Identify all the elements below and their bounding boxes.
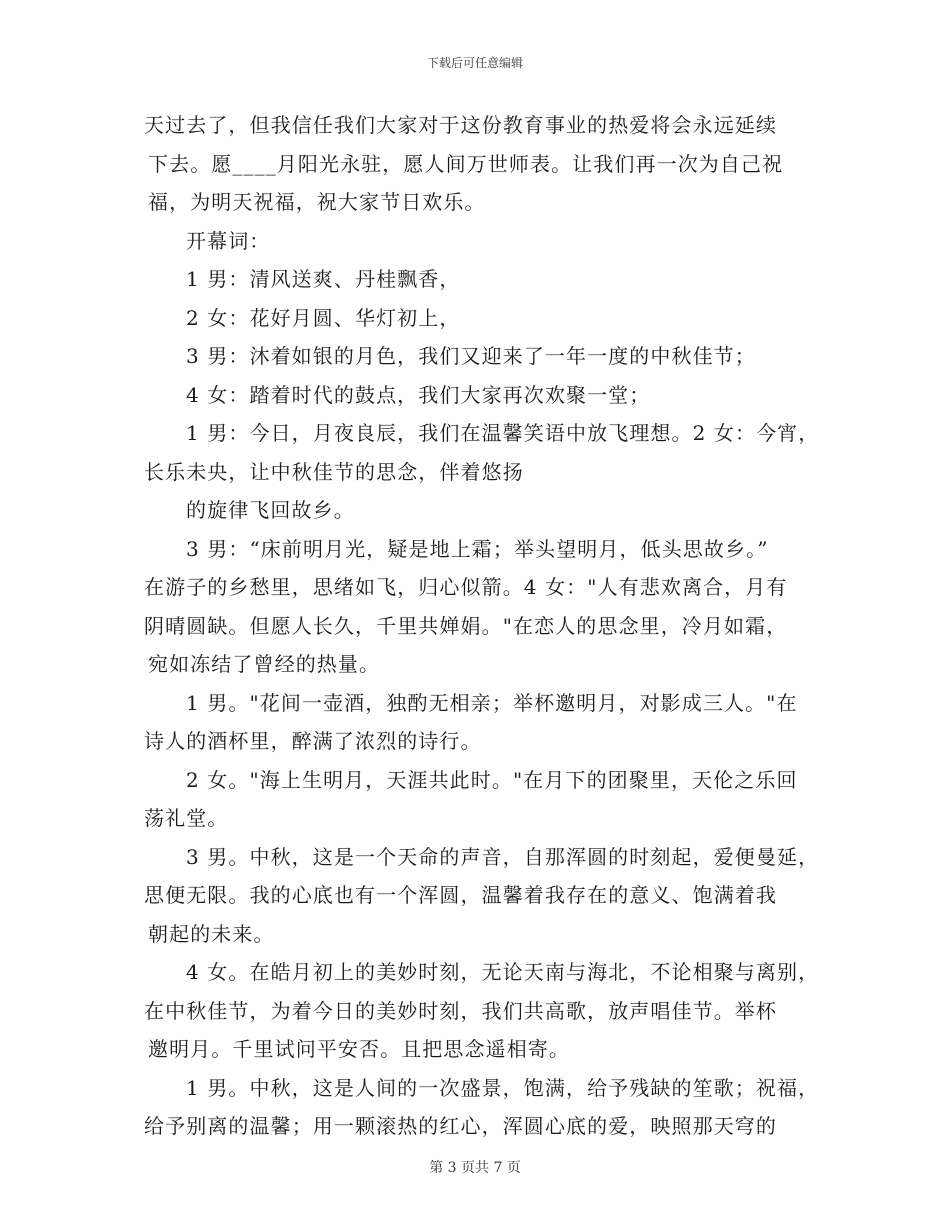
text-line: 的旋律飞回故乡。	[186, 498, 355, 522]
text-line: 福，为明天祝福，祝大家节日欢乐。	[148, 190, 486, 214]
text-line: 在游子的乡愁里，思绪如飞，归心似箭。4 女："人有悲欢离合，月有	[144, 575, 788, 599]
text-line: 荡礼堂。	[144, 806, 229, 830]
text-line: 2 女。"海上生明月，天涯共此时。"在月下的团聚里，天伦之乐回	[186, 767, 798, 792]
text-line: 在中秋佳节，为着今日的美妙时刻，我们共高歌，放声唱佳节。举杯	[144, 998, 777, 1023]
text-line: 3 男。中秋，这是一个天命的声音，自那浑圆的时刻起，爱便曼延，	[186, 844, 820, 869]
page-footer: 第 3 页共 7 页	[429, 1160, 521, 1176]
text-line: 思便无限。我的心底也有一个浑圆，温馨着我存在的意义、饱满着我	[144, 883, 777, 907]
text-line: 4 女。在皓月初上的美妙时刻，无论天南与海北，不论相聚与离别，	[186, 960, 820, 984]
document-body	[144, 106, 824, 1146]
text-line: 3 男：沐着如银的月色，我们又迎来了一年一度的中秋佳节；	[186, 344, 756, 368]
text-line: 1 男：清风送爽、丹桂飘香，	[186, 267, 461, 291]
text-line: 1 男。中秋，这是人间的一次盛景，饱满，给予残缺的笙歌；祝福，	[186, 1075, 820, 1100]
text-line: 天过去了，但我信任我们大家对于这份教育事业的热爱将会永远延续	[144, 113, 777, 137]
text-line: 长乐未央，让中秋佳节的思念，伴着悠扬	[144, 459, 524, 484]
text-line: 阴晴圆缺。但愿人长久，千里共婵娟。"在恋人的思念里，冷月如霜，	[144, 613, 788, 638]
text-line: 3 男：“床前明月光，疑是地上霜；举头望明月，低头思故乡。”	[186, 536, 769, 561]
text-line: 宛如冻结了曾经的热量。	[148, 652, 381, 676]
text-line: 朝起的未来。	[148, 921, 275, 946]
text-line: 邀明月。千里试问平安否。且把思念遥相寄。	[148, 1037, 570, 1061]
text-line: 1 男：今日，月夜良辰，我们在温馨笑语中放飞理想。2 女：今宵，	[186, 421, 820, 445]
section-heading: 开幕词：	[186, 228, 271, 253]
text-line: 给予别离的温馨；用一颗滚热的红心，浑圆心底的爱，映照那天穹的	[144, 1114, 777, 1138]
text-line: 下去。愿____月阳光永驻，愿人间万世师表。让我们再一次为自己祝	[148, 151, 784, 176]
text-line: 诗人的酒杯里，醉满了浓烈的诗行。	[144, 729, 482, 753]
text-line: 2 女：花好月圆、华灯初上，	[186, 305, 461, 330]
page-header: 下载后可任意编辑	[426, 56, 523, 70]
text-line: 4 女：踏着时代的鼓点，我们大家再次欢聚一堂；	[186, 382, 651, 407]
text-line: 1 男。"花间一壶酒，独酌无相亲；举杯邀明月，对影成三人。"在	[186, 690, 798, 715]
